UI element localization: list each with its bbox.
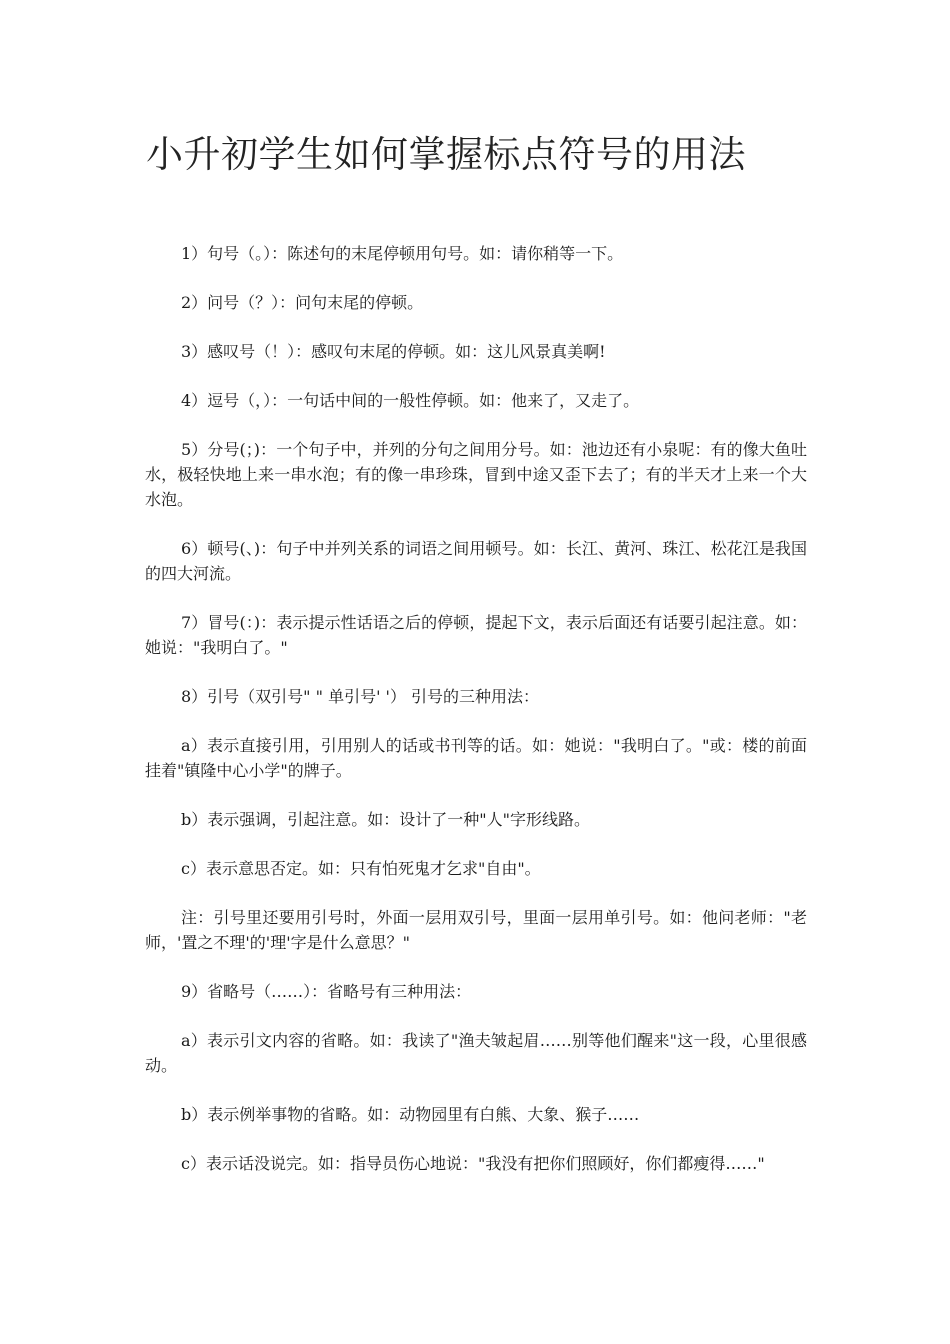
paragraph-colon: 7）冒号(：)：表示提示性话语之后的停顿，提起下文，表示后面还有话要引起注意。如：她说："我明白了。" <box>145 613 807 657</box>
paragraph-question-mark: 2）问号（？）：问句末尾的停顿。 <box>181 293 424 312</box>
paragraph-ellipsis-usage-a: a）表示引文内容的省略。如：我读了"渔夫皱起眉……别等他们醒来"这一段，心里很感动。 <box>145 1031 807 1075</box>
paragraph-quote-usage-a: a）表示直接引用，引用别人的话或书刊等的话。如：她说："我明白了。"或：楼的前面挂着"镇隆中心小学"的牌子。 <box>145 736 807 780</box>
paragraph-semicolon: 5）分号(；)：一个句子中，并列的分句之间用分号。如：池边还有小泉呢：有的像大鱼吐水，极轻快地上来一串水泡；有的像一串珍珠，冒到中途又歪下去了；有的半天才上来一个大水泡。 <box>145 440 807 509</box>
document-title: 小升初学生如何掌握标点符号的用法 <box>146 133 746 176</box>
paragraph-ellipsis-usage-b: b）表示例举事物的省略。如：动物园里有白熊、大象、猴子…… <box>181 1105 640 1124</box>
paragraph-comma: 4）逗号（，）：一句话中间的一般性停顿。如：他来了，又走了。 <box>181 391 640 410</box>
paragraph-quote-usage-b: b）表示强调，引起注意。如：设计了一种"人"字形线路。 <box>181 810 590 829</box>
paragraph-period: 1）句号（。）：陈述句的末尾停顿用句号。如：请你稍等一下。 <box>181 244 624 263</box>
paragraph-quote-usage-c: c）表示意思否定。如：只有怕死鬼才乞求"自由"。 <box>181 859 541 878</box>
document-body <box>145 241 807 1200</box>
paragraph-ellipsis-usage-c: c）表示话没说完。如：指导员伤心地说："我没有把你们照顾好，你们都瘦得……" <box>181 1154 765 1173</box>
paragraph-ellipsis: 9）省略号（……）：省略号有三种用法： <box>181 982 472 1001</box>
paragraph-enumeration-comma: 6）顿号(、)：句子中并列关系的词语之间用顿号。如：长江、黄河、珠江、松花江是我国的四大河流。 <box>145 539 807 583</box>
paragraph-quotation-marks: 8）引号（双引号" " 单引号' '） 引号的三种用法： <box>181 687 540 706</box>
paragraph-exclamation-mark: 3）感叹号（！）：感叹句末尾的停顿。如：这儿风景真美啊! <box>181 342 606 361</box>
paragraph-quote-note: 注：引号里还要用引号时，外面一层用双引号，里面一层用单引号。如：他问老师："老师，'置之不理'的'理'字是什么意思？" <box>145 908 807 952</box>
